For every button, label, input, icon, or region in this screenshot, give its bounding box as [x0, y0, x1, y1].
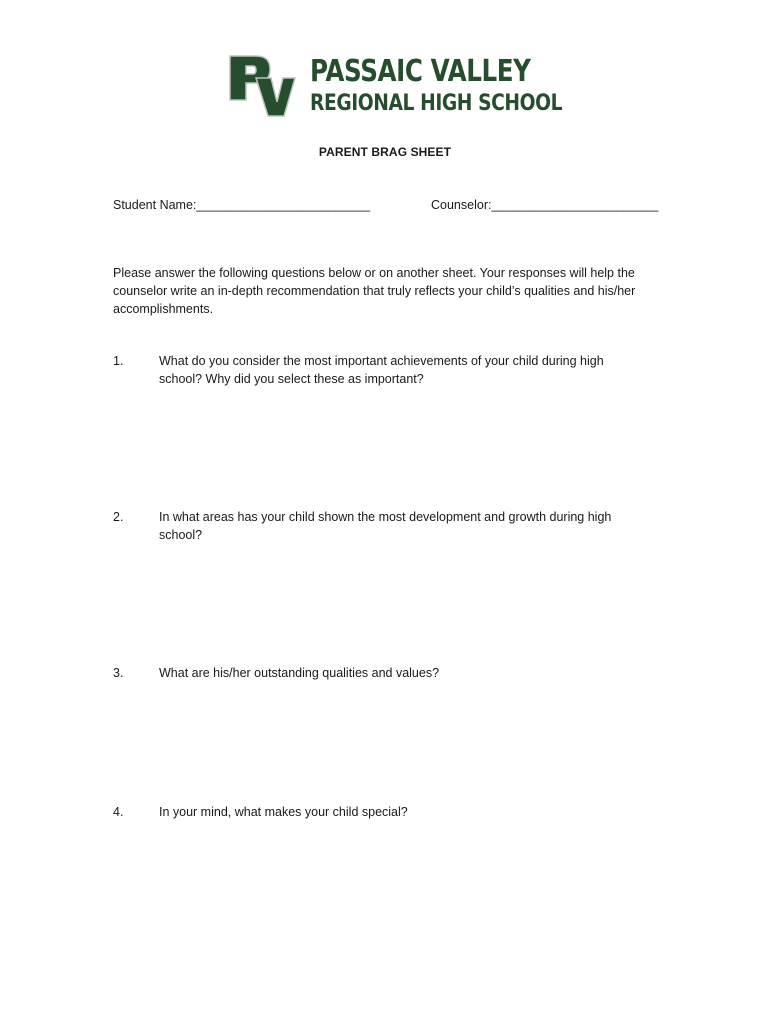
question-text: What are his/her outstanding qualities and values?: [159, 666, 440, 680]
pv-monogram-logo: [226, 52, 296, 118]
logo-school-subtitle: REGIONAL HIGH SCHOOL: [310, 91, 563, 116]
question-text: In your mind, what makes your child special?: [159, 805, 408, 819]
question-number: 2.: [113, 510, 124, 524]
intro-paragraph: Please answer the following questions below or on another sheet. Your responses will help the counselor write an in-depth recommendation that truly reflects your child’s qualities and his/her accomplishments.: [113, 266, 636, 316]
school-logo: [226, 52, 563, 122]
counselor-field: Counselor:________________________: [431, 198, 659, 212]
student-name-field: Student Name:_________________________: [113, 198, 371, 212]
question-text: What do you consider the most important achievements of your child during high school? Why did you select these as important?: [159, 354, 604, 386]
question-number: 3.: [113, 666, 124, 680]
question-text: In what areas has your child shown the most development and growth during high school?: [159, 510, 612, 542]
question-number: 4.: [113, 805, 124, 819]
document-title: PARENT BRAG SHEET: [318, 145, 452, 159]
question-number: 1.: [113, 354, 124, 368]
logo-school-name: PASSAIC VALLEY: [310, 54, 531, 89]
